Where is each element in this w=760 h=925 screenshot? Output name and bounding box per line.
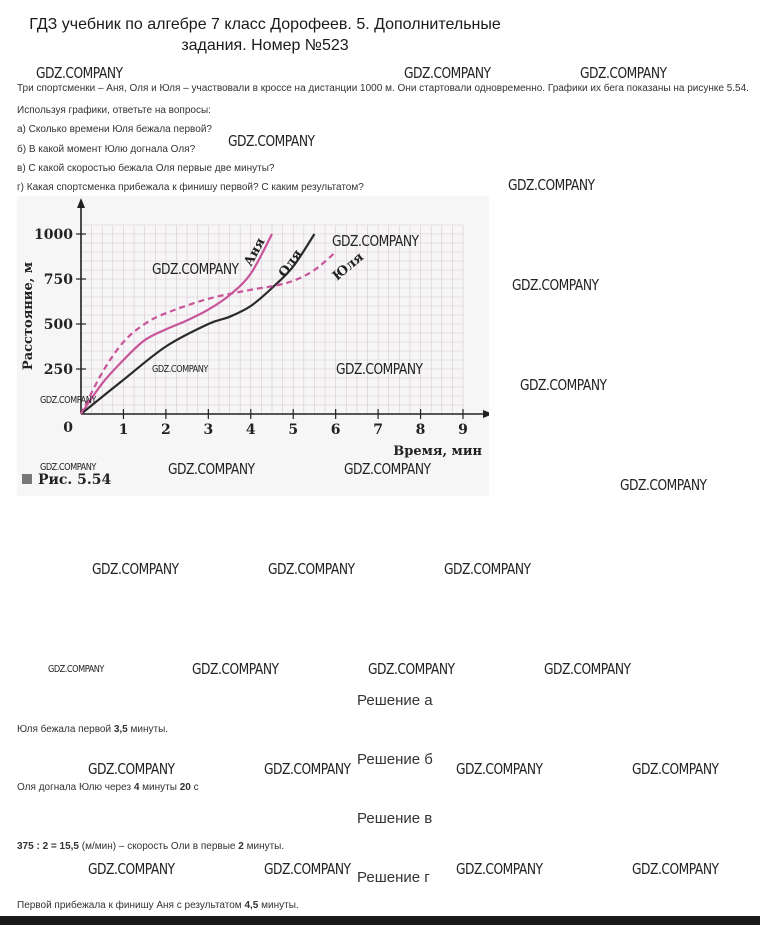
watermark: GDZ.COMPANY	[228, 132, 315, 150]
x-tick-label: 9	[458, 422, 468, 438]
y-tick-label: 750	[43, 272, 73, 288]
watermark: GDZ.COMPANY	[332, 232, 419, 250]
series-label-yulya: Юля	[329, 249, 367, 285]
watermark: GDZ.COMPANY	[512, 276, 599, 294]
question-c: в) С какой скоростью бежала Оля первые две минуты?	[17, 163, 275, 174]
watermark: GDZ.COMPANY	[36, 64, 123, 82]
solution-b-text: Оля догнала Юлю через 4 минуты 20 с	[17, 782, 199, 793]
y-tick-label: 500	[43, 317, 73, 333]
y-axis-arrow	[77, 198, 85, 208]
watermark: GDZ.COMPANY	[268, 560, 355, 578]
watermark: GDZ.COMPANY	[632, 860, 719, 878]
figure-caption: Рис. 5.54	[38, 472, 112, 488]
question-b: б) В какой момент Юлю догнала Оля?	[17, 144, 196, 155]
x-tick-label: 4	[245, 422, 256, 438]
x-tick-label: 8	[415, 422, 426, 438]
watermark: GDZ.COMPANY	[632, 760, 719, 778]
watermark: GDZ.COMPANY	[92, 560, 179, 578]
solution-b-heading: Решение б	[357, 751, 433, 768]
watermark: GDZ.COMPANY	[264, 860, 351, 878]
x-axis-arrow	[483, 410, 489, 418]
watermark: GDZ.COMPANY	[40, 462, 96, 473]
watermark: GDZ.COMPANY	[264, 760, 351, 778]
watermark: GDZ.COMPANY	[344, 460, 431, 478]
watermark: GDZ.COMPANY	[544, 660, 631, 678]
chart-grid	[81, 225, 463, 414]
watermark: GDZ.COMPANY	[88, 760, 175, 778]
watermark: GDZ.COMPANY	[456, 760, 543, 778]
x-tick-label: 2	[161, 422, 171, 438]
x-axis-label: Время, мин	[393, 444, 482, 459]
x-tick-label: 6	[330, 422, 341, 438]
problem-intro: Три спортсменки – Аня, Оля и Юля – участвовали в кроссе на дистанции 1000 м. Они стартовали одновременно. Графики их бега показаны на рисунке 5.54. Используя графики, ответьте на вопросы:	[17, 83, 749, 116]
series-label-olya: Оля	[275, 247, 306, 281]
watermark: GDZ.COMPANY	[48, 664, 104, 675]
watermark: GDZ.COMPANY	[456, 860, 543, 878]
origin-label: 0	[63, 420, 73, 436]
caption-marker	[22, 474, 32, 484]
y-tick-label: 1000	[34, 227, 73, 243]
chart-axes	[77, 198, 489, 418]
solution-c-heading: Решение в	[357, 810, 433, 827]
x-tick-label: 5	[288, 422, 299, 438]
question-a: а) Сколько времени Юля бежала первой?	[17, 124, 212, 135]
watermark: GDZ.COMPANY	[444, 560, 531, 578]
watermark: GDZ.COMPANY	[404, 64, 491, 82]
watermark: GDZ.COMPANY	[520, 376, 607, 394]
watermark: GDZ.COMPANY	[368, 660, 455, 678]
x-tick-label: 1	[118, 422, 129, 438]
watermark: GDZ.COMPANY	[580, 64, 667, 82]
x-tick-label: 3	[203, 422, 214, 438]
solution-d-heading: Решение г	[357, 869, 430, 886]
watermark: GDZ.COMPANY	[40, 395, 96, 406]
bottom-bar	[0, 916, 760, 925]
page-title: ГДЗ учебник по алгебре 7 класс Дорофеев. 5. Дополнительные задания. Номер №523	[29, 16, 501, 54]
series-label-anya: Аня	[241, 235, 269, 269]
question-d: г) Какая спортсменка прибежала к финишу первой? С каким результатом?	[17, 182, 364, 193]
solution-c-text: 375 : 2 = 15,5 (м/мин) – скорость Оли в первые 2 минуты.	[17, 841, 285, 852]
solution-a-text: Юля бежала первой 3,5 минуты.	[17, 724, 169, 735]
solution-a-heading: Решение а	[357, 692, 433, 709]
watermark: GDZ.COMPANY	[152, 364, 208, 375]
watermark: GDZ.COMPANY	[508, 176, 595, 194]
solution-d-text: Первой прибежала к финишу Аня с результатом 4,5 минуты.	[17, 900, 299, 911]
y-axis-label: Расстояние, м	[21, 261, 36, 371]
watermark: GDZ.COMPANY	[620, 476, 707, 494]
watermark: GDZ.COMPANY	[192, 660, 279, 678]
y-tick-label: 250	[43, 362, 73, 378]
watermark: GDZ.COMPANY	[88, 860, 175, 878]
watermark: GDZ.COMPANY	[152, 260, 239, 278]
watermark: GDZ.COMPANY	[168, 460, 255, 478]
x-tick-label: 7	[373, 422, 383, 438]
watermark: GDZ.COMPANY	[336, 360, 423, 378]
